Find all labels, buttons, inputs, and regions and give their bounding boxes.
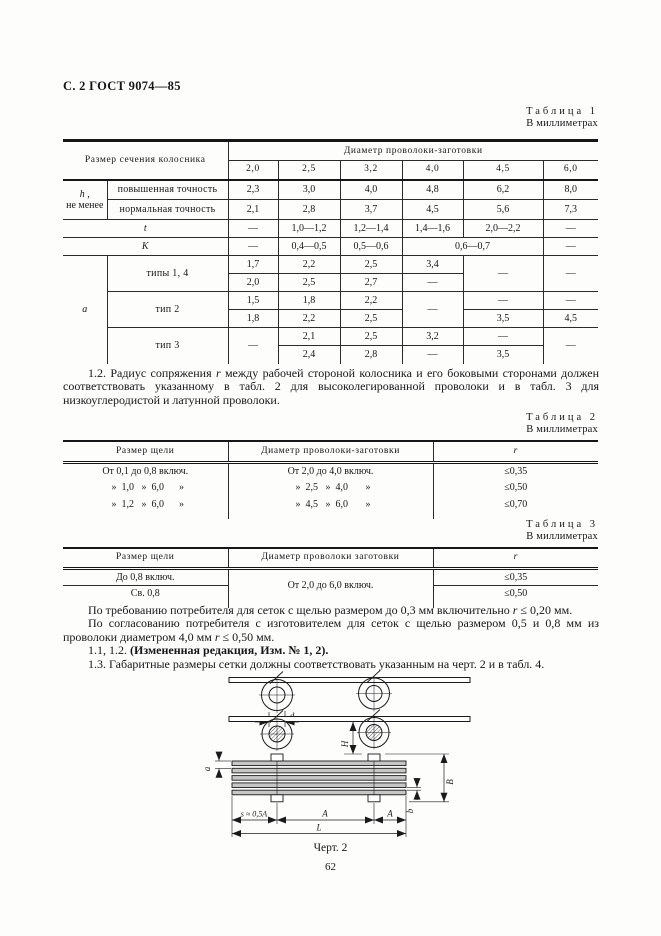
table-header-cell: Диаметр проволоки-заготовки — [228, 141, 598, 161]
table-cell: — — [543, 292, 598, 310]
table-cell: 2,5 — [340, 328, 402, 346]
variable-r: r — [215, 366, 221, 380]
table-cell: 3,2 — [402, 328, 463, 346]
table-cell: — — [402, 346, 463, 364]
table-cell: » 1,0 » 6,0 » — [63, 479, 228, 496]
table-cell: — — [543, 220, 598, 238]
table-cell: 1,8 — [228, 310, 278, 328]
table-row — [63, 496, 598, 513]
table-cell: 4,8 — [402, 180, 463, 200]
text-run: ≤ 0,20 мм. — [517, 603, 573, 617]
table-cell: Св. 0,8 — [63, 585, 228, 602]
table-cell: тип 3 — [107, 328, 228, 364]
table-cell: типы 1, 4 — [107, 256, 228, 292]
dimension-b — [405, 778, 421, 813]
table-cell: 2,0 — [228, 274, 278, 292]
table-cell: — — [228, 220, 278, 238]
table-cell: 3,5 — [463, 346, 543, 364]
table-row — [63, 568, 598, 585]
table-cell: тип 2 — [107, 292, 228, 328]
table-cell: 2,1 — [228, 200, 278, 220]
table-cell: 4,5 — [402, 200, 463, 220]
table-cell: К — [63, 238, 228, 256]
table-cell: 2,2 — [278, 310, 340, 328]
table-cell: 0,5—0,6 — [340, 238, 402, 256]
table-row — [63, 200, 598, 220]
table-cell: 3,4 — [402, 256, 463, 274]
grate-assembly-view — [232, 754, 406, 802]
label-B: B — [445, 779, 455, 785]
figure-caption: Черт. 2 — [313, 842, 348, 854]
table2-title: Таблица 2 — [526, 412, 598, 423]
table2 — [63, 440, 598, 519]
label-a: a — [202, 766, 212, 772]
table-row — [63, 548, 598, 568]
table-row — [63, 220, 598, 238]
page-header: С. 2 ГОСТ 9074—85 — [63, 79, 181, 93]
table-cell: 2,5 — [278, 274, 340, 292]
table-row — [63, 141, 598, 161]
note-amendment — [63, 644, 599, 657]
table-header-cell: Диаметр проволоки заготовки — [228, 548, 433, 568]
table-header-cell: Размер сечения колосника — [63, 141, 228, 180]
text-run: ≤ 0,50 мм. — [219, 629, 275, 644]
table-cell: ≤0,50 — [504, 588, 528, 600]
table-header-cell: 6,0 — [543, 161, 598, 180]
table-cell: 2,2 — [340, 292, 402, 310]
table-cell: 1,4—1,6 — [402, 220, 463, 238]
h-symbol: h , — [79, 188, 90, 200]
table-cell: 2,5 — [340, 310, 402, 328]
h-qualifier: не менее — [66, 199, 104, 211]
label-L: L — [316, 822, 322, 833]
table3-title: Таблица 3 — [526, 519, 598, 530]
table1-units: В миллиметрах — [526, 118, 598, 129]
table-cell: 0,4—0,5 — [278, 238, 340, 256]
table-cell: ≤0,35 — [433, 568, 598, 585]
table-header-cell: r — [433, 441, 598, 462]
table-cell: — — [228, 328, 278, 364]
table-cell: — — [402, 292, 463, 328]
dimension-H — [340, 722, 362, 754]
table-header-cell: Диаметр проволоки-заготовки — [228, 441, 433, 462]
paragraph-1-3: 1.3. Габаритные размеры сетки должны соответствовать указанным на черт. 2 и в табл. 4. — [88, 656, 545, 671]
table-row — [63, 479, 598, 496]
table-cell: — — [565, 340, 576, 352]
table-row — [63, 462, 598, 479]
table-cell: ≤0,50 — [504, 482, 528, 493]
table-cell: От 2,0 до 4,0 включ. — [228, 462, 433, 479]
table3-caption — [63, 519, 598, 542]
table-cell: 7,3 — [543, 200, 598, 220]
table3 — [63, 547, 598, 608]
table-cell: 3,7 — [340, 200, 402, 220]
table-cell: До 0,8 включ. — [63, 568, 228, 585]
table-cell: 2,8 — [278, 200, 340, 220]
table1-title: Таблица 1 — [526, 106, 598, 117]
table-row — [63, 180, 598, 200]
table-cell: 2,8 — [340, 346, 402, 364]
table-cell: 4,5 — [543, 310, 598, 328]
table-cell: t — [63, 220, 228, 238]
table-cell: От 0,1 до 0,8 включ. — [63, 462, 228, 479]
variable-r: r — [214, 629, 220, 644]
table-cell: ≤0,70 — [504, 499, 528, 510]
table-cell: 1,7 — [228, 256, 278, 274]
table-cell: — — [402, 274, 463, 292]
table1-caption — [63, 106, 598, 129]
grate-drawing — [193, 670, 478, 842]
text-run: По согласованию потребителя с изготовителем для сеток с щелью размером 0,5 и 0,8 мм из проволоки диаметром 4,0 мм — [63, 616, 599, 644]
table-cell: 0,6—0,7 — [402, 238, 543, 256]
table-cell: 4,0 — [340, 180, 402, 200]
amendment-bold: (Измененная редакция, Изм. № 1, 2). — [130, 643, 329, 658]
table-cell: 8,0 — [543, 180, 598, 200]
table-cell: 2,5 — [340, 256, 402, 274]
table-cell: — — [463, 256, 543, 292]
dimension-a — [202, 752, 231, 777]
table-cell: 2,1 — [278, 328, 340, 346]
table-cell: 1,2—1,4 — [340, 220, 402, 238]
table-cell: — — [543, 256, 598, 292]
table-cell: повышенная точность — [107, 180, 228, 200]
table1 — [63, 139, 598, 364]
paragraph-1-2 — [63, 367, 599, 407]
table-cell: 1,0—1,2 — [278, 220, 340, 238]
table-header-cell: Размер щели — [63, 441, 228, 462]
table-cell: 2,4 — [278, 346, 340, 364]
note-2 — [63, 617, 599, 644]
table-cell: — — [543, 238, 598, 256]
page-number: 62 — [325, 861, 336, 873]
table-cell: 2,0—2,2 — [463, 220, 543, 238]
table-cell: 2,3 — [228, 180, 278, 200]
text-run: По требованию потребителя для сеток с щелью размером до 0,3 мм включительно — [88, 603, 513, 617]
table-cell: — — [228, 238, 278, 256]
text-run: 1.1, 1.2. — [88, 643, 130, 658]
table-header-cell: Размер щели — [63, 548, 228, 568]
table-cell: » 4,5 » 6,0 » — [228, 496, 433, 513]
table-header-cell: r — [433, 548, 598, 568]
table-header-cell: 3,2 — [340, 161, 402, 180]
table-cell: 3,5 — [463, 310, 543, 328]
label-A2: A — [387, 808, 393, 819]
table-cell: нормальная точность — [107, 200, 228, 220]
table-cell: » 2,5 » 4,0 » — [228, 479, 433, 496]
table-cell: ≤0,35 — [504, 465, 528, 477]
notes-block — [63, 604, 599, 671]
table-cell: » 1,2 » 6,0 » — [63, 496, 228, 513]
label-A1: A — [322, 808, 328, 819]
table-row — [63, 441, 598, 462]
table-header-cell: 4,0 — [402, 161, 463, 180]
technical-drawing — [193, 670, 478, 842]
table-cell: 1,8 — [278, 292, 340, 310]
table-cell: 2,2 — [278, 256, 340, 274]
table-row — [63, 328, 598, 346]
table-cell: От 2,0 до 6,0 включ. — [228, 568, 433, 602]
table-cell: 3,0 — [278, 180, 340, 200]
table-row — [63, 238, 598, 256]
table-cell: 5,6 — [463, 200, 543, 220]
table-cell: 1,5 — [228, 292, 278, 310]
table-cell: 6,2 — [463, 180, 543, 200]
table-header-cell: 2,0 — [228, 161, 278, 180]
table-row — [63, 256, 598, 274]
note-1 — [63, 604, 599, 617]
table-header-cell: 2,5 — [278, 161, 340, 180]
grate-bar-top-view — [229, 671, 470, 714]
label-s: s ≈ 0,5A — [240, 809, 268, 819]
table-header-cell: 4,5 — [463, 161, 543, 180]
table-cell — [63, 180, 107, 220]
table-cell: а — [63, 256, 107, 364]
table2-units: В миллиметрах — [526, 424, 598, 435]
table-cell: — — [463, 328, 543, 346]
table-cell: — — [463, 292, 543, 310]
label-H: H — [340, 740, 350, 748]
table-cell: 2,7 — [340, 274, 402, 292]
text-run: между рабочей стороной колосника и его боковыми сторонами должен соответствовать указанному в табл. 2 для высоколегированной проволоки и в табл. 3 для низкоуглеродистой и латунной проволоки. — [63, 366, 599, 407]
table-row — [63, 292, 598, 310]
table2-caption — [63, 412, 598, 435]
variable-r: r — [512, 603, 518, 617]
label-b: b — [405, 808, 415, 814]
text-run: 1.2. Радиус сопряжения — [88, 366, 216, 380]
table3-units: В миллиметрах — [526, 531, 598, 542]
